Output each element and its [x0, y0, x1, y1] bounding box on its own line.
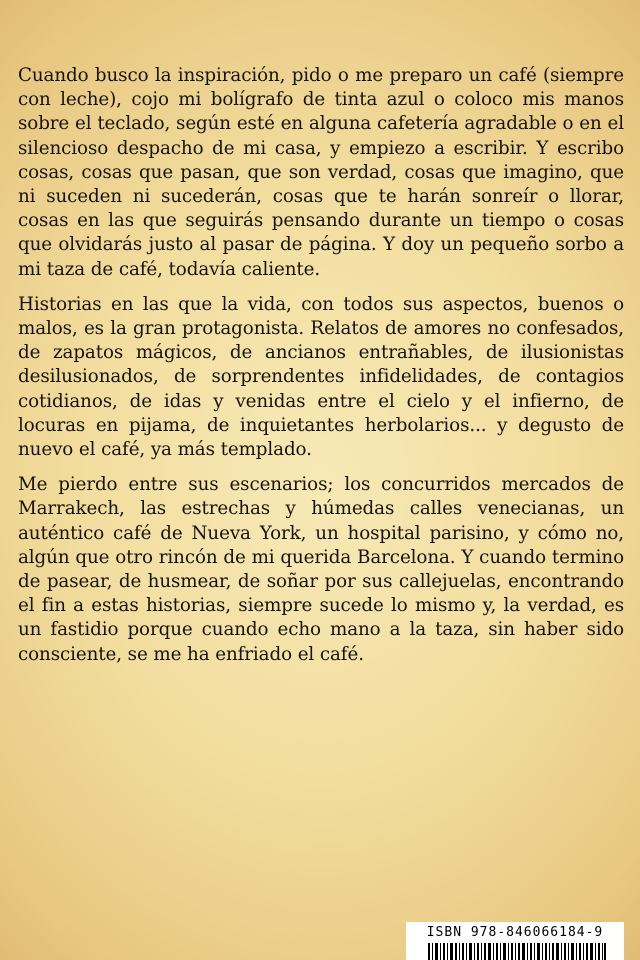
- blurb-paragraph-2: Historias en las que la vida, con todos sus aspectos, buenos o malos, es la gran protagonista. Relatos de amores no confesados, de zapatos mágicos, de ancianos entrañables, de ilusionistas desilusionados, de sorprendentes infidelidades, de contagios cotidianos, de idas y venidas entre el cielo y el infierno, de locuras en pijama, de inquietantes herbolarios... y degusto de nuevo el café, ya más templado.: [18, 293, 624, 461]
- isbn-label: ISBN 978-846066184-9: [426, 925, 604, 940]
- blurb-paragraph-3: Me pierdo entre sus escenarios; los concurridos mercados de Marrakech, las estrechas y húmedas calles venecianas, un auténtico café de Nueva York, un hospital parisino, y cómo no, algún que otro rincón de mi querida Barcelona. Y cuando termino de pasear, de husmear, de soñar por sus callejuelas, encontrando el fin a estas historias, siempre sucede lo mismo y, la verdad, es un fastidio porque cuando echo mano a la taza, sin haber sido consciente, se me ha enfriado el café.: [18, 474, 624, 665]
- isbn-barcode-box: [406, 922, 624, 960]
- blurb-paragraph-1: Cuando busco la inspiración, pido o me preparo un café (siempre con leche), cojo mi bolígrafo de tinta azul o coloco mis manos sobre el teclado, según esté en alguna cafetería agradable o en el silencioso despacho de mi casa, y empiezo a escribir. Y escribo cosas, cosas que pasan, que son verdad, cosas que imagino, que ni suceden ni sucederán, cosas que te harán sonreír o llorar, cosas en las que seguirás pensando durante un tiempo o cosas que olvidarás justo al pasar de página. Y doy un pequeño sorbo a mi taza de café, todavía caliente.: [18, 65, 624, 280]
- blurb-text: [18, 64, 624, 678]
- barcode-icon: [428, 943, 606, 960]
